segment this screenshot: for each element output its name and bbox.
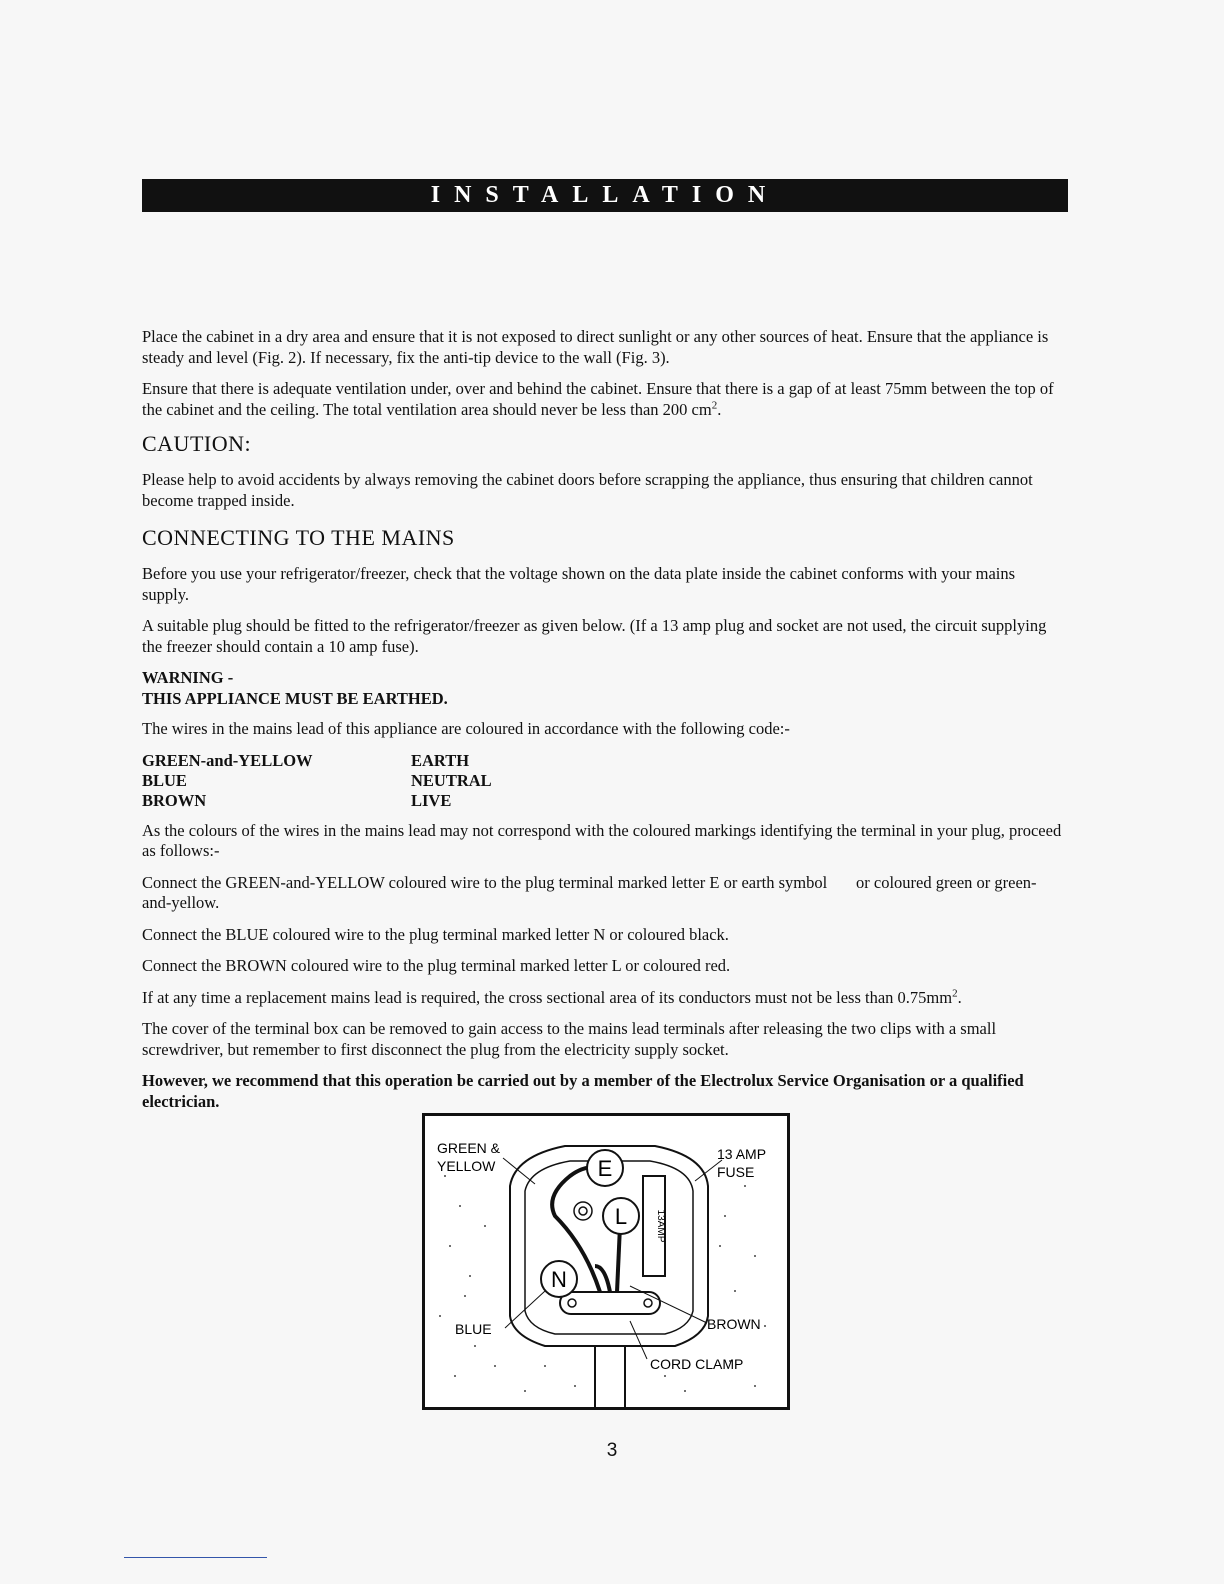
- cord-clamp: [560, 1292, 660, 1314]
- section-banner: INSTALLATION: [142, 179, 1068, 212]
- cord-clamp-label: CORD CLAMP: [650, 1356, 744, 1372]
- green-yellow-label-line1: GREEN &: [437, 1140, 501, 1156]
- wire-function: LIVE: [411, 790, 452, 810]
- plug-diagram-svg: [425, 1116, 787, 1407]
- earth-wire-paragraph: Connect the GREEN-and-YELLOW coloured wire to the plug terminal marked letter E or earth symbol or coloured green or green-and-yellow.: [142, 872, 1037, 912]
- wire-code-table: [142, 751, 492, 811]
- colours-paragraph: As the colours of the wires in the mains lead may not correspond with the coloured markings identifying the terminal in your plug, proceed as follows:-: [142, 820, 1062, 860]
- leader-line: [630, 1321, 647, 1359]
- replacement-lead-superscript: 2: [952, 987, 958, 999]
- table-row: [142, 771, 492, 791]
- wire-colour: BROWN: [142, 790, 207, 810]
- page-content: [142, 327, 1064, 1123]
- code-intro: The wires in the mains lead of this appliance are coloured in accordance with the following code:-: [142, 719, 790, 738]
- terminal-cover-paragraph: The cover of the terminal box can be removed to gain access to the mains lead terminals after releasing the two clips with a small screwdriver, but remember to first disconnect the plug from the electricity supply socket.: [142, 1019, 997, 1059]
- table-row: [142, 751, 492, 771]
- warning-block: [142, 668, 1064, 709]
- wire-colour: GREEN-and-YELLOW: [142, 750, 313, 770]
- table-row: [142, 791, 492, 811]
- mains-heading: CONNECTING TO THE MAINS: [142, 525, 455, 550]
- wire-function: NEUTRAL: [411, 770, 492, 790]
- ventilation-text: Ensure that there is adequate ventilation under, over and behind the cabinet. Ensure that there is a gap of at least 75mm between the top of the cabinet and the ceiling. The total ventilation area should never be less than 200 cm: [142, 379, 1054, 419]
- replacement-lead-paragraph: [142, 988, 1064, 1009]
- page-number: 3: [606, 1440, 618, 1461]
- placement-paragraph: Place the cabinet in a dry area and ensure that it is not exposed to direct sunlight or any other sources of heat. Ensure that the appliance is steady and level (Fig. 2). If necessary, fix the anti-tip device to the wall (Fig. 3).: [142, 327, 1049, 367]
- voltage-paragraph: Before you use your refrigerator/freezer, check that the voltage shown on the data plate inside the cabinet conforms with your mains supply.: [142, 564, 1016, 604]
- warning-label: WARNING -: [142, 668, 234, 687]
- footer-line: [124, 1557, 267, 1558]
- earthed-warning: THIS APPLIANCE MUST BE EARTHED.: [142, 688, 448, 708]
- live-terminal-letter: L: [614, 1204, 628, 1229]
- ventilation-paragraph: [142, 379, 1064, 420]
- amp-fuse-label-line1: 13 AMP: [717, 1146, 767, 1162]
- recommendation-paragraph: However, we recommend that this operation be carried out by a member of the Electrolux Service Organisation or a qualified electrician.: [142, 1071, 1024, 1111]
- screw-center-icon: [579, 1207, 587, 1215]
- cord-outline: [595, 1346, 625, 1407]
- wire-colour: BLUE: [142, 770, 187, 790]
- green-yellow-label-line2: YELLOW: [437, 1158, 496, 1174]
- wire-function: EARTH: [411, 750, 470, 770]
- ventilation-superscript: 2: [711, 399, 718, 411]
- caution-paragraph: Please help to avoid accidents by always removing the cabinet doors before scrapping the appliance, thus ensuring that children cannot become trapped inside.: [142, 470, 1033, 510]
- leader-line: [503, 1158, 535, 1184]
- replacement-lead-end: .: [957, 987, 962, 1007]
- replacement-lead-text: If at any time a replacement mains lead is required, the cross sectional area of its conductors must not be less than 0.75mm: [142, 987, 953, 1007]
- screw-icon: [574, 1202, 592, 1220]
- live-wire: [617, 1226, 620, 1292]
- brown-label: BROWN: [707, 1316, 761, 1332]
- fuse-text: 13AMP: [655, 1209, 666, 1243]
- earth-terminal-letter: E: [597, 1156, 613, 1181]
- blue-wire-paragraph: Connect the BLUE coloured wire to the plug terminal marked letter N or coloured black.: [142, 924, 729, 944]
- caution-heading: CAUTION:: [142, 431, 252, 456]
- amp-fuse-label-line2: FUSE: [717, 1164, 755, 1180]
- plug-paragraph: A suitable plug should be fitted to the refrigerator/freezer as given below. (If a 13 amp plug and socket are not used, the circuit supplying the freezer should contain a 10 amp fuse).: [142, 616, 1047, 656]
- neutral-terminal-letter: N: [551, 1267, 567, 1292]
- plug-wiring-diagram: [422, 1113, 790, 1410]
- ventilation-end: .: [717, 399, 722, 419]
- blue-label: BLUE: [455, 1321, 492, 1337]
- brown-wire-paragraph: Connect the BROWN coloured wire to the plug terminal marked letter L or coloured red.: [142, 956, 731, 975]
